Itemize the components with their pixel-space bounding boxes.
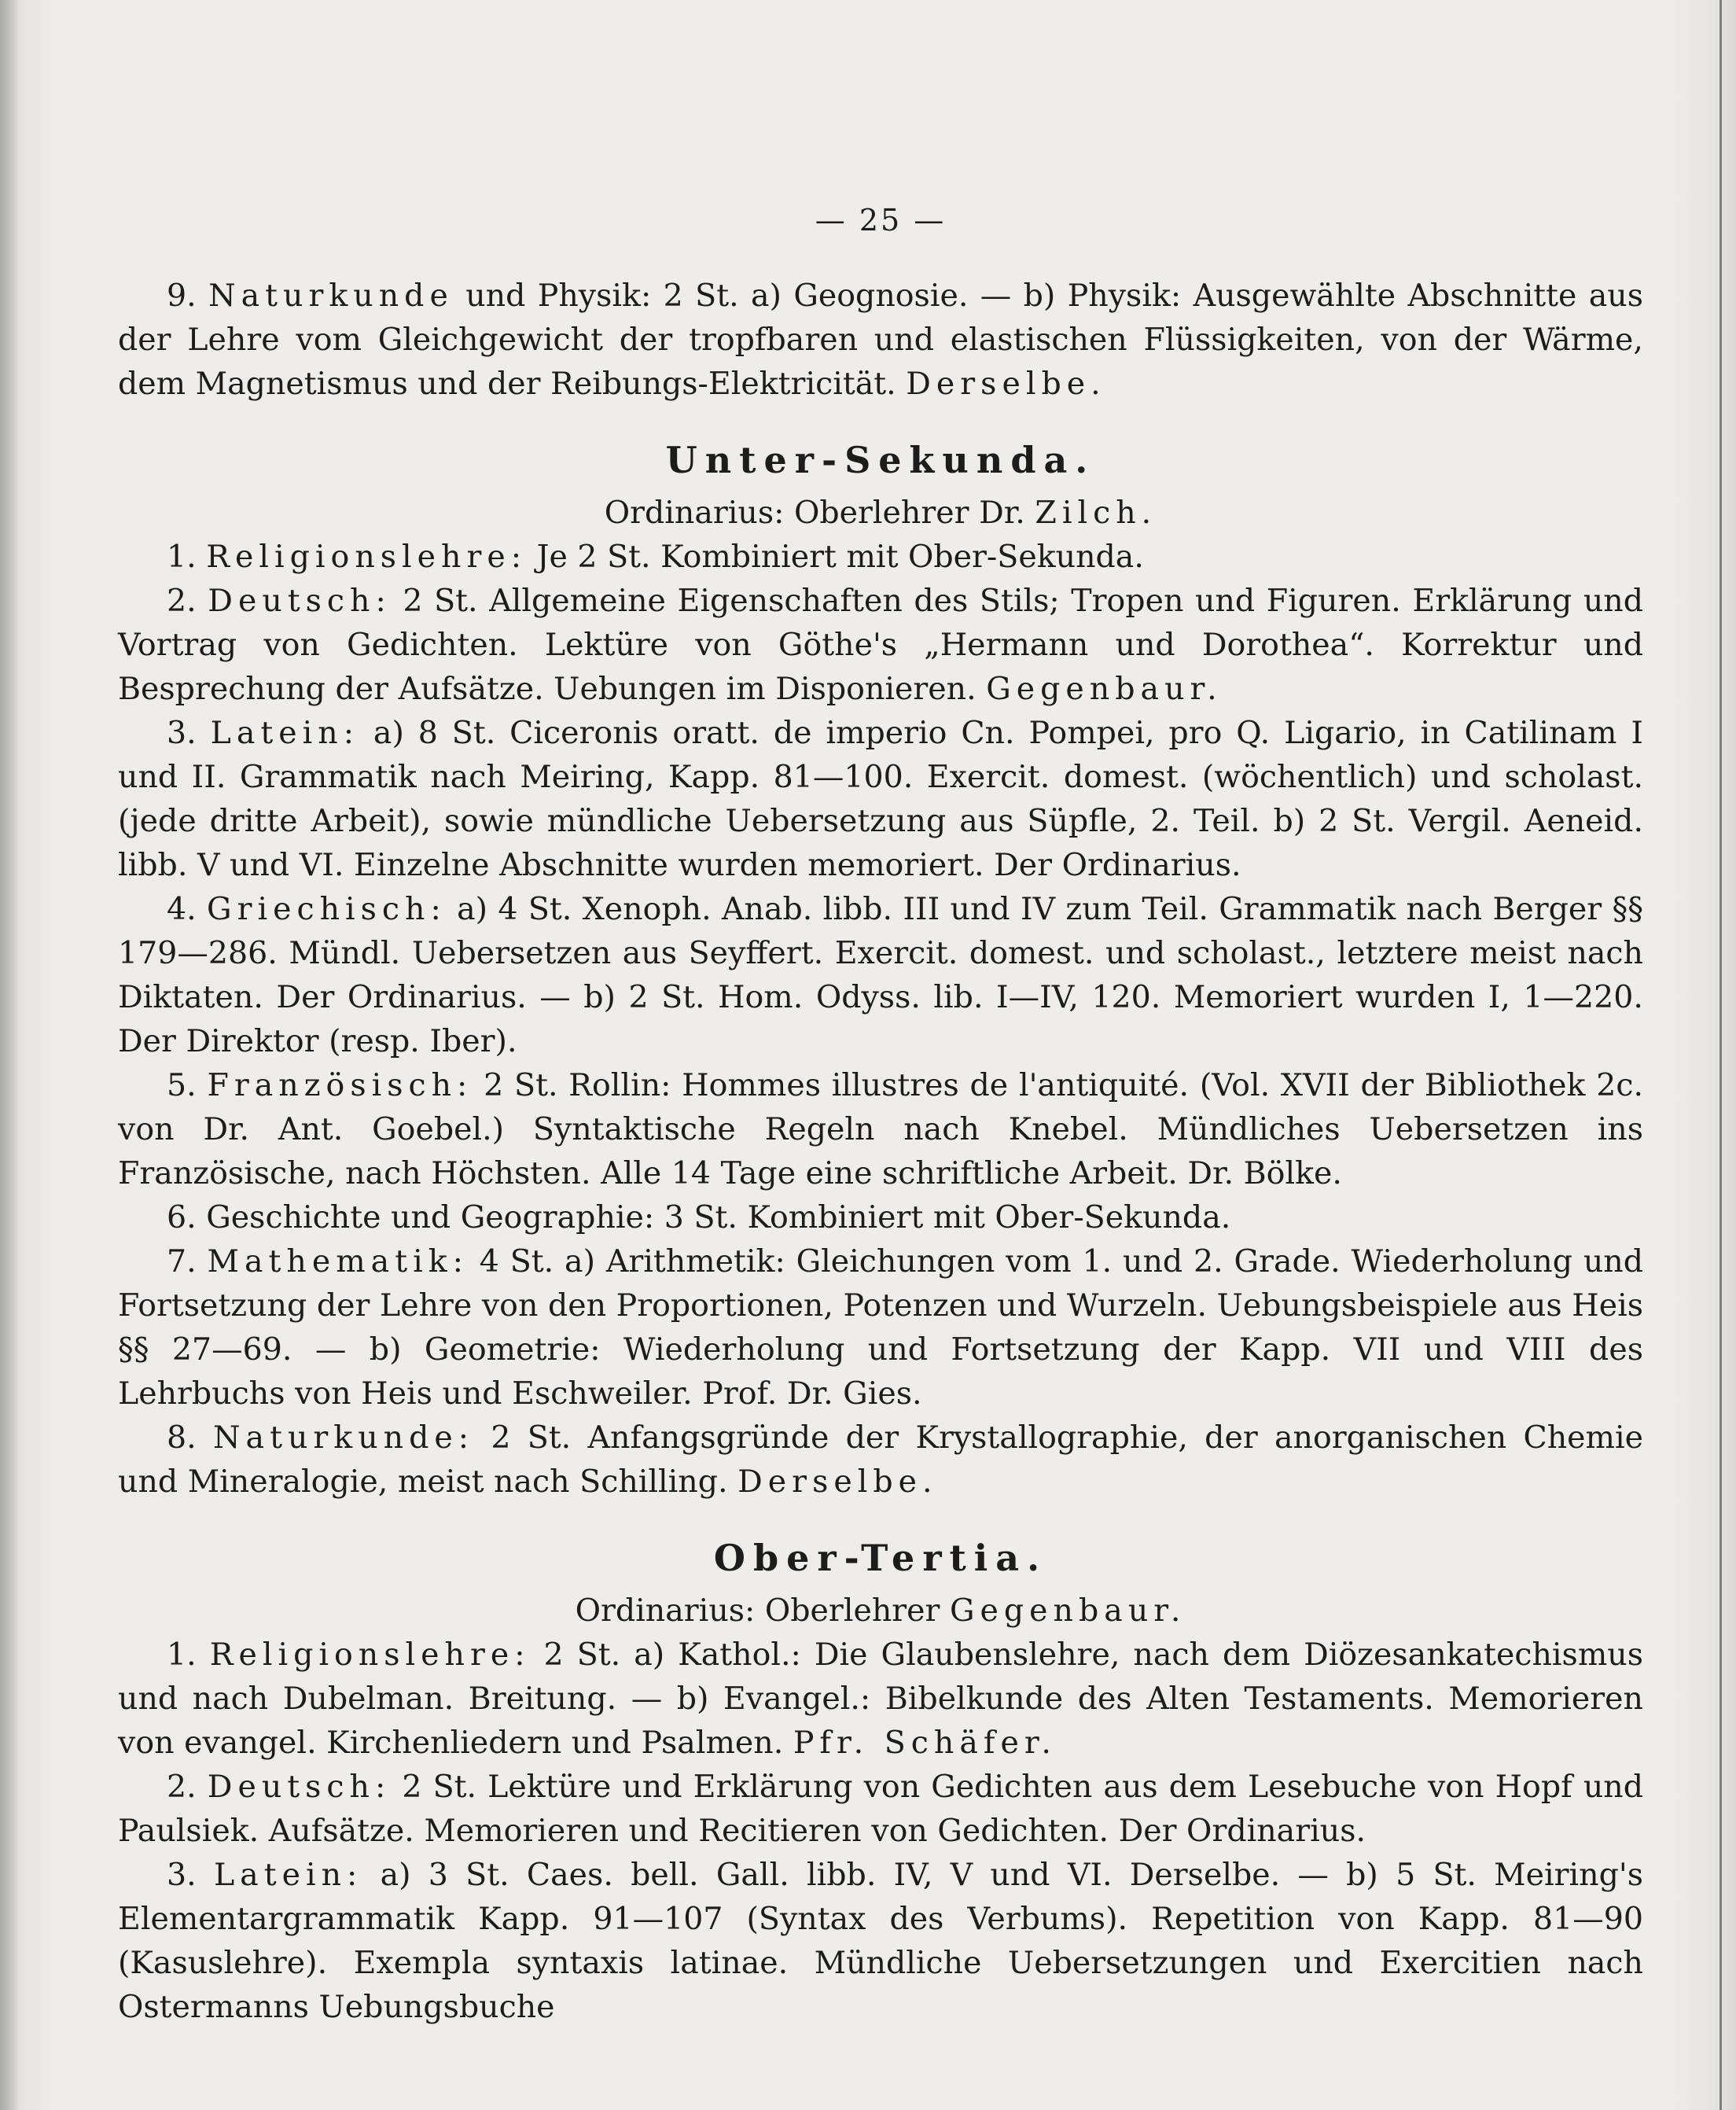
subject-label: Griechisch:: [207, 891, 447, 927]
book-spine-shadow: [0, 0, 19, 2110]
course-item: 1. Religionslehre: 2 St. a) Kathol.: Die Glaubenslehre, nach dem Diözesankatechismus und nach Dubelman. Breitung. — b) Evangel.: Bibelkunde des Alten Testaments. Memorieren von evangel. Kirchenliedern und Psalmen. Pfr. Schäfer.: [118, 1637, 1643, 1761]
teacher-name: Derselbe.: [906, 366, 1106, 402]
page-number: — 25 —: [815, 203, 947, 238]
course-item: 3. Latein: a) 3 St. Caes. bell. Gall. libb. IV, V und VI. Derselbe. — b) 5 St. Meiring's Elementargrammatik Kapp. 91—107 (Syntax des Verbums). Repetition von Kapp. 81—90 (Kasuslehre). Exempla syntaxis latinae. Mündliche Uebersetzungen und Exercitien nach Ostermanns Uebungsbuche: [118, 1857, 1643, 2025]
subject-label: Französisch:: [207, 1067, 473, 1103]
teacher-name: Derselbe.: [737, 1464, 938, 1500]
section-title-unter-sekunda: Unter-Sekunda.: [665, 439, 1096, 481]
teacher-name: Der Direktor (resp. Iber).: [118, 1023, 517, 1059]
section-title-ober-tertia: Ober-Tertia.: [713, 1537, 1048, 1579]
ordinarius-line: Ordinarius: Oberlehrer Gegenbaur.: [575, 1593, 1186, 1629]
course-item: 7. Mathematik: 4 St. a) Arithmetik: Gleichungen vom 1. und 2. Grade. Wiederholung und Fortsetzung der Lehre von den Proportionen, Potenzen und Wurzeln. Uebungsbeispiele aus Heis §§ 27—69. — b) Geometrie: Wiederholung und Fortsetzung der Kapp. VII und VIII des Lehrbuchs von Heis und Eschweiler. Prof. Dr. Gies.: [118, 1243, 1644, 1412]
ordinarius-line: Ordinarius: Oberlehrer Dr. Zilch.: [604, 495, 1157, 531]
intro-paragraph: 9. Naturkunde und Physik: 2 St. a) Geognosie. — b) Physik: Ausgewählte Abschnitte aus der Lehre vom Gleichgewicht der tropfbaren und elastischen Flüssigkeiten, von der Wärme, dem Magnetismus und der Reibungs-Elektricität. Derselbe.: [118, 278, 1643, 402]
subject-label: Latein:: [213, 1857, 363, 1893]
subject-label: Deutsch:: [207, 1769, 392, 1805]
course-item: 2. Deutsch: 2 St. Lektüre und Erklärung von Gedichten aus dem Lesebuche von Hopf und Paulsiek. Aufsätze. Memorieren und Recitieren von Gedichten. Der Ordinarius.: [118, 1769, 1643, 1849]
course-item: 5. Französisch: 2 St. Rollin: Hommes illustres de l'antiquité. (Vol. XVII der Bibliothek 2c. von Dr. Ant. Goebel.) Syntaktische Regeln nach Knebel. Mündliches Uebersetzen ins Französische, nach Höchsten. Alle 14 Tage eine schriftliche Arbeit. Dr. Bölke.: [118, 1067, 1643, 1191]
teacher-name: Der Ordinarius.: [994, 847, 1241, 883]
page-edge-line: [1719, 0, 1722, 2110]
subject-label: Physik:: [537, 278, 652, 314]
course-item: 2. Deutsch: 2 St. Allgemeine Eigenschaften des Stils; Tropen und Figuren. Erklärung und Vortrag von Gedichten. Lektüre von Göthe's „Hermann und Dorothea“. Korrektur und Besprechung der Aufsätze. Uebungen im Disponieren. Gegenbaur.: [118, 583, 1644, 707]
teacher-name: Der Ordinarius.: [1118, 1813, 1366, 1849]
subject-label: Geschichte und Geographie:: [206, 1199, 655, 1235]
subject-label: Mathematik:: [207, 1243, 469, 1280]
subject-label: Latein:: [210, 715, 360, 751]
subject-label: Religionslehre:: [206, 539, 528, 575]
page-text: [118, 203, 1643, 2029]
teacher-name: Prof. Dr. Gies.: [702, 1375, 922, 1412]
ordinarius-name: Gegenbaur.: [949, 1593, 1186, 1629]
course-item: 6. Geschichte und Geographie: 3 St. Kombiniert mit Ober-Sekunda.: [167, 1199, 1231, 1235]
subject-label: Deutsch:: [208, 583, 392, 619]
subject-label: Naturkunde:: [212, 1420, 475, 1456]
course-item: 1. Religionslehre: Je 2 St. Kombiniert mit Ober-Sekunda.: [167, 539, 1144, 575]
course-item: 8. Naturkunde: 2 St. Anfangsgründe der Krystallographie, der anorganischen Chemie und Mineralogie, meist nach Schilling. Derselbe.: [118, 1420, 1643, 1500]
subject-label: Religionslehre:: [209, 1637, 531, 1673]
course-item: 4. Griechisch: a) 4 St. Xenoph. Anab. libb. III und IV zum Teil. Grammatik nach Berger §§ 179—286. Mündl. Uebersetzen aus Seyffert. Exercit. domest. und scholast., letztere meist nach Diktaten. Der Ordinarius. — b) 2 St. Hom. Odyss. lib. I—IV, 120. Memoriert wurden I, 1—220. Der Direktor (resp. Iber).: [118, 891, 1643, 1059]
subject-label: Naturkunde: [208, 278, 454, 314]
course-item: 3. Latein: a) 8 St. Ciceronis oratt. de imperio Cn. Pompei, pro Q. Ligario, in Catilinam I und II. Grammatik nach Meiring, Kapp. 81—100. Exercit. domest. (wöchentlich) und scholast. (jede dritte Arbeit), sowie mündliche Uebersetzung aus Süpfle, 2. Teil. b) 2 St. Vergil. Aeneid. libb. V und VI. Einzelne Abschnitte wurden memoriert. Der Ordinarius.: [118, 715, 1644, 883]
ordinarius-name: Zilch.: [1035, 495, 1157, 531]
teacher-name: Dr. Bölke.: [1187, 1155, 1342, 1191]
teacher-name: Gegenbaur.: [986, 671, 1223, 707]
teacher-name: Pfr. Schäfer.: [793, 1725, 1057, 1761]
